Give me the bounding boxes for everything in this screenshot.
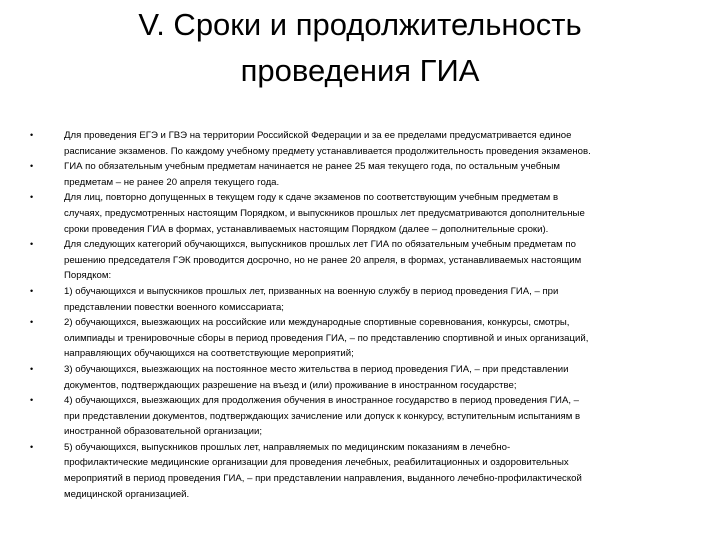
list-item-text-line: Для следующих категорий обучающихся, выпускников прошлых лет ГИА по обязательным учебным предметам по xyxy=(64,239,576,251)
list-item-text-line: 2) обучающихся, выезжающих на российские или международные спортивные соревнования, конкурсы, смотры, xyxy=(64,317,570,329)
list-item-text-line: Для проведения ЕГЭ и ГВЭ на территории Российской Федерации и за ее пределами предусматривается единое xyxy=(64,130,572,141)
list-item-text-line: олимпиады и тренировочные сборы в период проведения ГИА, – по представлению спортивной и иных организаций, xyxy=(64,332,589,344)
list-item xyxy=(28,315,692,362)
bullet-icon: • xyxy=(30,317,34,328)
list-item-text-line: при представлении документов, подтверждающих зачисление или допуск к конкурсу, вступительным испытаниям в xyxy=(64,410,581,422)
list-item-text-line: 1) обучающихся и выпускников прошлых лет, призванных на военную службу в период проведения ГИА, – при xyxy=(64,285,559,297)
list-item-text-line: 5) обучающихся, выпускников прошлых лет, направляемых по медицинским показаниям в лечебно- xyxy=(64,441,511,453)
list-item-text-line: иностранной образовательной организации; xyxy=(64,426,263,438)
list-item-text-line: представлении повестки военного комиссариата; xyxy=(64,301,284,313)
list-item xyxy=(28,393,692,440)
list-item xyxy=(28,128,692,159)
bullet-icon: • xyxy=(30,192,34,203)
list-item-text-line: профилактические медицинские организации для проведения лечебных, реабилитационных и оздоровительных xyxy=(64,457,569,469)
bullet-icon: • xyxy=(30,239,34,250)
list-item-text-line: медицинской организацией. xyxy=(64,488,190,500)
list-item-text-line: документов, подтверждающих разрешение на въезд и (или) проживание в иностранном государстве; xyxy=(64,379,517,391)
list-item-text-line: 4) обучающихся, выезжающих для продолжения обучения в иностранное государство в период проведения ГИА, – xyxy=(64,395,580,407)
list-item-text-line: направляющих обучающихся на соответствующие мероприятий; xyxy=(64,348,354,360)
bullet-icon: • xyxy=(30,161,34,172)
list-item-text-line: 3) обучающихся, выезжающих на постоянное место жительства в период проведения ГИА, – при представлении xyxy=(64,363,569,375)
list-item xyxy=(28,190,692,237)
slide-title xyxy=(40,2,680,94)
list-item-text-line: Для лиц, повторно допущенных в текущем году к сдаче экзаменов по соответствующим учебным предметам в xyxy=(64,192,559,204)
bullet-icon: • xyxy=(30,441,34,452)
slide-title-line-2: проведения ГИА xyxy=(240,53,480,88)
bullet-icon: • xyxy=(30,363,34,374)
slide-title-line-1: V. Сроки и продолжительность xyxy=(138,7,582,42)
list-item-text-line: Порядком: xyxy=(64,270,112,282)
bullet-icon: • xyxy=(30,395,34,406)
bullet-list xyxy=(28,128,692,502)
list-item xyxy=(28,284,692,315)
list-item-text-line: ГИА по обязательным учебным предметам начинается не ранее 25 мая текущего года, по остальным учебным xyxy=(64,161,560,173)
list-item-text-line: случаях, предусмотренных настоящим Порядком, и выпускников прошлых лет предусматриваются дополнительные xyxy=(64,207,585,219)
list-item xyxy=(28,362,692,393)
list-item xyxy=(28,159,692,190)
list-item-text-line: решению председателя ГЭК проводится досрочно, но не ранее 20 апреля, в формах, устанавливаемых настоящим xyxy=(64,254,582,266)
bullet-icon: • xyxy=(30,130,34,140)
list-item xyxy=(28,440,692,502)
bullet-icon: • xyxy=(30,285,34,296)
list-item-text-line: предметам – не ранее 20 апреля текущего года. xyxy=(64,176,280,188)
list-item-text-line: расписание экзаменов. По каждому учебному предмету устанавливается продолжительность проведения экзаменов. xyxy=(64,145,591,157)
list-item-text-line: сроки проведения ГИА в формах, устанавливаемых настоящим Порядком (далее – дополнительные сроки). xyxy=(64,223,549,235)
list-item xyxy=(28,237,692,284)
list-item-text-line: мероприятий в период проведения ГИА, – при представлении направления, выданного лечебно-профилактической xyxy=(64,473,582,485)
